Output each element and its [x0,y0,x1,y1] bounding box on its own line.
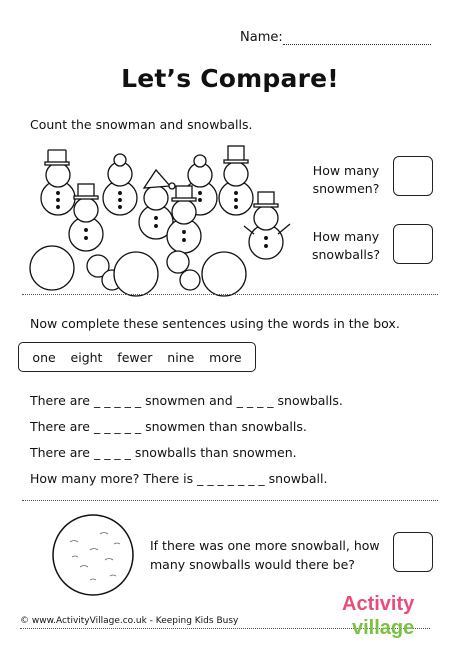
divider [22,500,438,501]
word-box [18,342,256,372]
logo-line2: village [352,617,415,639]
question-snowmen-line1: How many [312,163,380,178]
name-label: Name: [240,30,283,45]
snowman [103,154,137,215]
sentence-4: How many more? There is _ _ _ _ _ _ _ snowball. [30,471,328,486]
sentences-instruction: Now complete these sentences using the words in the box. [30,316,400,331]
snowballs-answer-box[interactable] [393,224,433,264]
snowball-icon [50,512,136,598]
snowmen-illustration [28,138,300,298]
sentence-1: There are _ _ _ _ _ snowmen and _ _ _ _ snowballs. [30,393,343,408]
snowman [219,146,253,215]
count-instruction: Count the snowman and snowballs. [30,117,253,132]
sentence-3: There are _ _ _ _ snowballs than snowmen. [30,445,297,460]
page-title: Let’s Compare! [121,64,339,93]
activity-village-logo [338,586,438,642]
sentence-2: There are _ _ _ _ _ snowmen than snowballs. [30,419,307,434]
logo-line1: Activity [342,593,415,615]
question-snowballs-line2: snowballs? [312,247,380,262]
word-eight: eight [70,349,103,365]
question-snowmen-line2: snowmen? [312,181,380,196]
footer-copyright: © www.ActivityVillage.co.uk - Keeping Kids Busy [20,616,239,626]
word-more: more [209,349,242,365]
word-nine: nine [167,349,195,365]
snowmen-answer-box[interactable] [393,156,433,196]
final-answer-box[interactable] [393,532,433,572]
final-question-line2: many snowballs would there be? [150,557,355,572]
snowman [41,150,75,215]
final-question-line1: If there was one more snowball, how [150,538,380,553]
word-fewer: fewer [117,349,153,365]
name-field[interactable] [283,44,431,45]
question-snowballs-line1: How many [312,229,380,244]
divider [22,294,438,295]
word-one: one [32,349,56,365]
